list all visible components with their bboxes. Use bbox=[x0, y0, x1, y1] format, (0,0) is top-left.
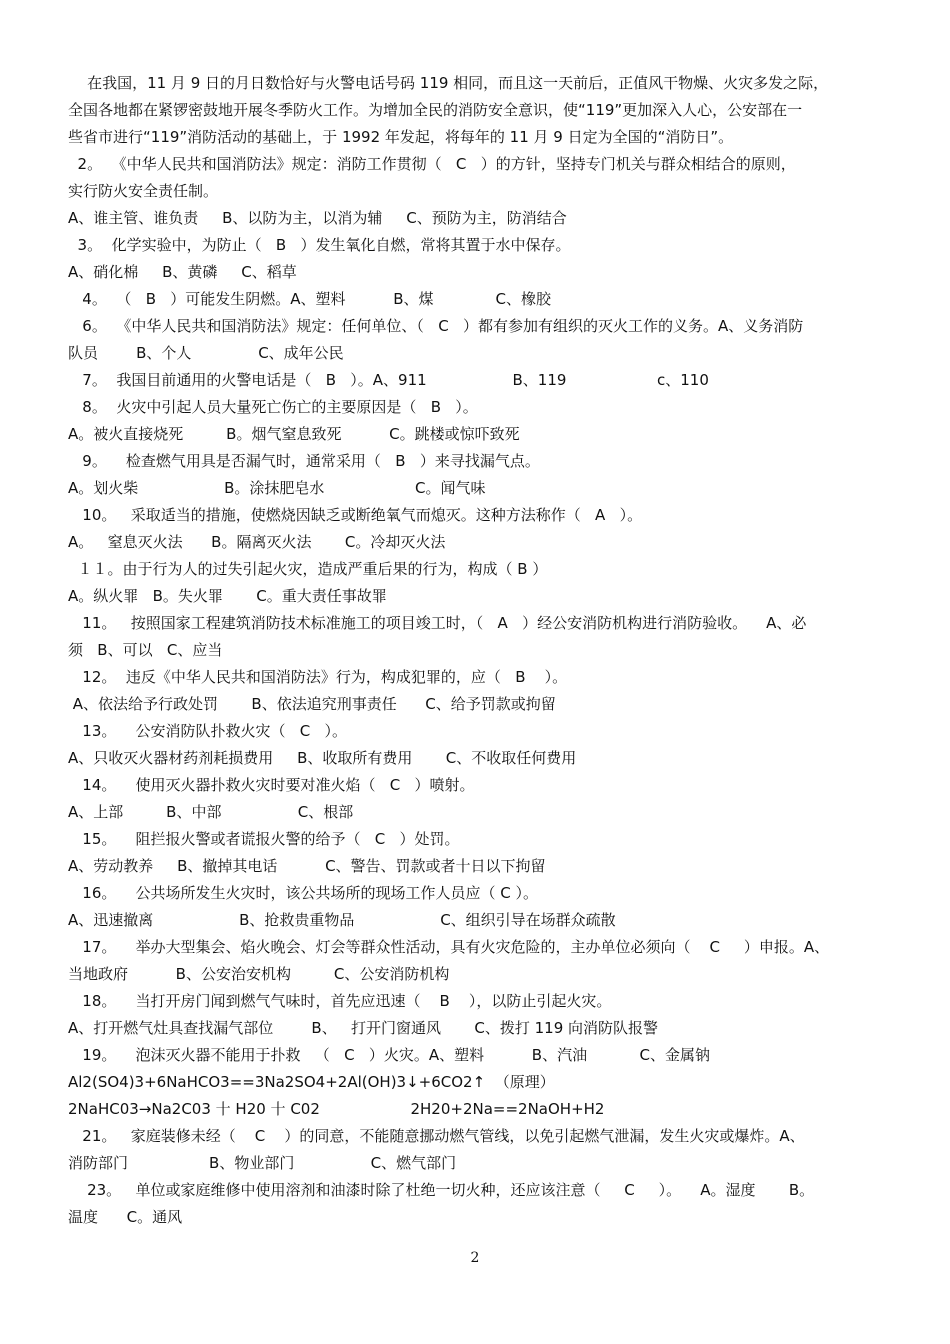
text-line: Al2(SO4)3+6NaHCO3==3Na2SO4+2Al(OH)3↓+6CO2↑ （原理） bbox=[68, 1073, 555, 1091]
text-line: 全国各地都在紧锣密鼓地开展冬季防火工作。为增加全民的消防安全意识，使“119”更加深入人心，公安部在一 bbox=[68, 101, 803, 119]
text-line: 当地政府 B、公安治安机构 C、公安消防机构 bbox=[68, 965, 450, 983]
text-line: 9。 检查燃气用具是否漏气时，通常采用（ B ）来寻找漏气点。 bbox=[68, 452, 540, 470]
text-line: 23。 单位或家庭维修中使用溶剂和油漆时除了杜绝一切火种，还应该注意（ C ）。 A。湿度 B。 bbox=[68, 1181, 815, 1199]
text-line: 14。 使用灭火器扑救火灾时要对准火焰（ C ）喷射。 bbox=[68, 776, 475, 794]
text-line: A、迅速撤离 B、抢救贵重物品 C、组织引导在场群众疏散 bbox=[68, 911, 616, 929]
text-line: 消防部门 B、物业部门 C、燃气部门 bbox=[68, 1154, 457, 1172]
text-line: 6。 《中华人民共和国消防法》规定：任何单位、（ C ）都有参加有组织的灭火工作的义务。A、义务消防 bbox=[68, 317, 804, 335]
text-line: 3。 化学实验中，为防止（ B ）发生氧化自燃，常将其置于水中保存。 bbox=[68, 236, 571, 254]
text-line: 17。 举办大型集会、焰火晚会、灯会等群众性活动，具有火灾危险的，主办单位必须向（ C ）申报。A、 bbox=[68, 938, 830, 956]
text-line: 15。 阻拦报火警或者谎报火警的给予（ C ）处罚。 bbox=[68, 830, 460, 848]
text-line: A、上部 B、中部 C、根部 bbox=[68, 803, 354, 821]
text-line: 2。 《中华人民共和国消防法》规定：消防工作贯彻（ C ）的方针，坚持专门机关与群众相结合的原则， bbox=[68, 155, 796, 173]
text-line: 在我国，11 月 9 日的月日数恰好与火警电话号码 119 相同，而且这一天前后，正值风干物燥、火灾多发之际， bbox=[68, 74, 829, 92]
text-line: 队员 B、个人 C、成年公民 bbox=[68, 344, 344, 362]
text-line: 7。 我国目前通用的火警电话是（ B ）。A、911 B、119 c、110 bbox=[68, 371, 709, 389]
text-line: 21。 家庭装修未经（ C ）的同意，不能随意挪动燃气管线，以免引起燃气泄漏，发生火灾或爆炸。A、 bbox=[68, 1127, 805, 1145]
text-line: １１。由于行为人的过失引起火灾，造成严重后果的行为，构成（ B ） bbox=[68, 560, 548, 578]
text-line: A、谁主管、谁负责 B、以防为主，以消为辅 C、预防为主，防消结合 bbox=[68, 209, 567, 227]
text-line: 10。 采取适当的措施，使燃烧因缺乏或断绝氧气而熄灭。这种方法称作（ A ）。 bbox=[68, 506, 643, 524]
text-line: A。纵火罪 B。失火罪 C。重大责任事故罪 bbox=[68, 587, 387, 605]
text-line: 2NaHC03→Na2C03 十 H20 十 C02 2H20+2Na==2NaOH+H2 bbox=[68, 1100, 605, 1118]
text-line: 须 B、可以 C、应当 bbox=[68, 641, 223, 659]
text-line: 些省市进行“119”消防活动的基础上，于 1992 年发起，将每年的 11 月 9 日定为全国的“消防日”。 bbox=[68, 128, 734, 146]
text-line: 8。 火灾中引起人员大量死亡伤亡的主要原因是（ B ）。 bbox=[68, 398, 478, 416]
text-line: 13。 公安消防队扑救火灾（ C ）。 bbox=[68, 722, 348, 740]
text-body bbox=[68, 70, 882, 1231]
text-line: A、劳动教养 B、撤掉其电话 C、警告、罚款或者十日以下拘留 bbox=[68, 857, 546, 875]
text-line: A、打开燃气灶具查找漏气部位 B、 打开门窗通风 C、拨打 119 向消防队报警 bbox=[68, 1019, 659, 1037]
text-line: 4。 （ B ）可能发生阴燃。A、塑料 B、煤 C、橡胶 bbox=[68, 290, 551, 308]
text-line: A、依法给予行政处罚 B、依法追究刑事责任 C、给予罚款或拘留 bbox=[68, 695, 556, 713]
text-line: 18。 当打开房门闻到燃气气味时，首先应迅速（ B ），以防止引起火灾。 bbox=[68, 992, 612, 1010]
text-line: 11。 按照国家工程建筑消防技术标准施工的项目竣工时，（ A ）经公安消防机构进行消防验收。 A、必 bbox=[68, 614, 807, 632]
text-line: 19。 泡沫灭火器不能用于扑救 （ C ）火灾。A、塑料 B、汽油 C、金属钠 bbox=[68, 1046, 711, 1064]
text-line: A、只收灭火器材药剂耗损费用 B、收取所有费用 C、不收取任何费用 bbox=[68, 749, 577, 767]
text-line: A。划火柴 B。涂抹肥皂水 C。闻气味 bbox=[68, 479, 486, 497]
page-number: 2 bbox=[470, 1250, 480, 1266]
text-line: 温度 C。通风 bbox=[68, 1208, 183, 1226]
text-line: 12。 违反《中华人民共和国消防法》行为，构成犯罪的，应（ B ）。 bbox=[68, 668, 568, 686]
text-line: 16。 公共场所发生火灾时，该公共场所的现场工作人员应（ C ）。 bbox=[68, 884, 538, 902]
text-line: A。被火直接烧死 B。烟气窒息致死 C。跳楼或惊吓致死 bbox=[68, 425, 520, 443]
text-line: A、硝化棉 B、黄磷 C、稻草 bbox=[68, 263, 297, 281]
text-line: A。 窒息灭火法 B。隔离灭火法 C。冷却灭火法 bbox=[68, 533, 446, 551]
text-line: 实行防火安全责任制。 bbox=[68, 182, 219, 200]
